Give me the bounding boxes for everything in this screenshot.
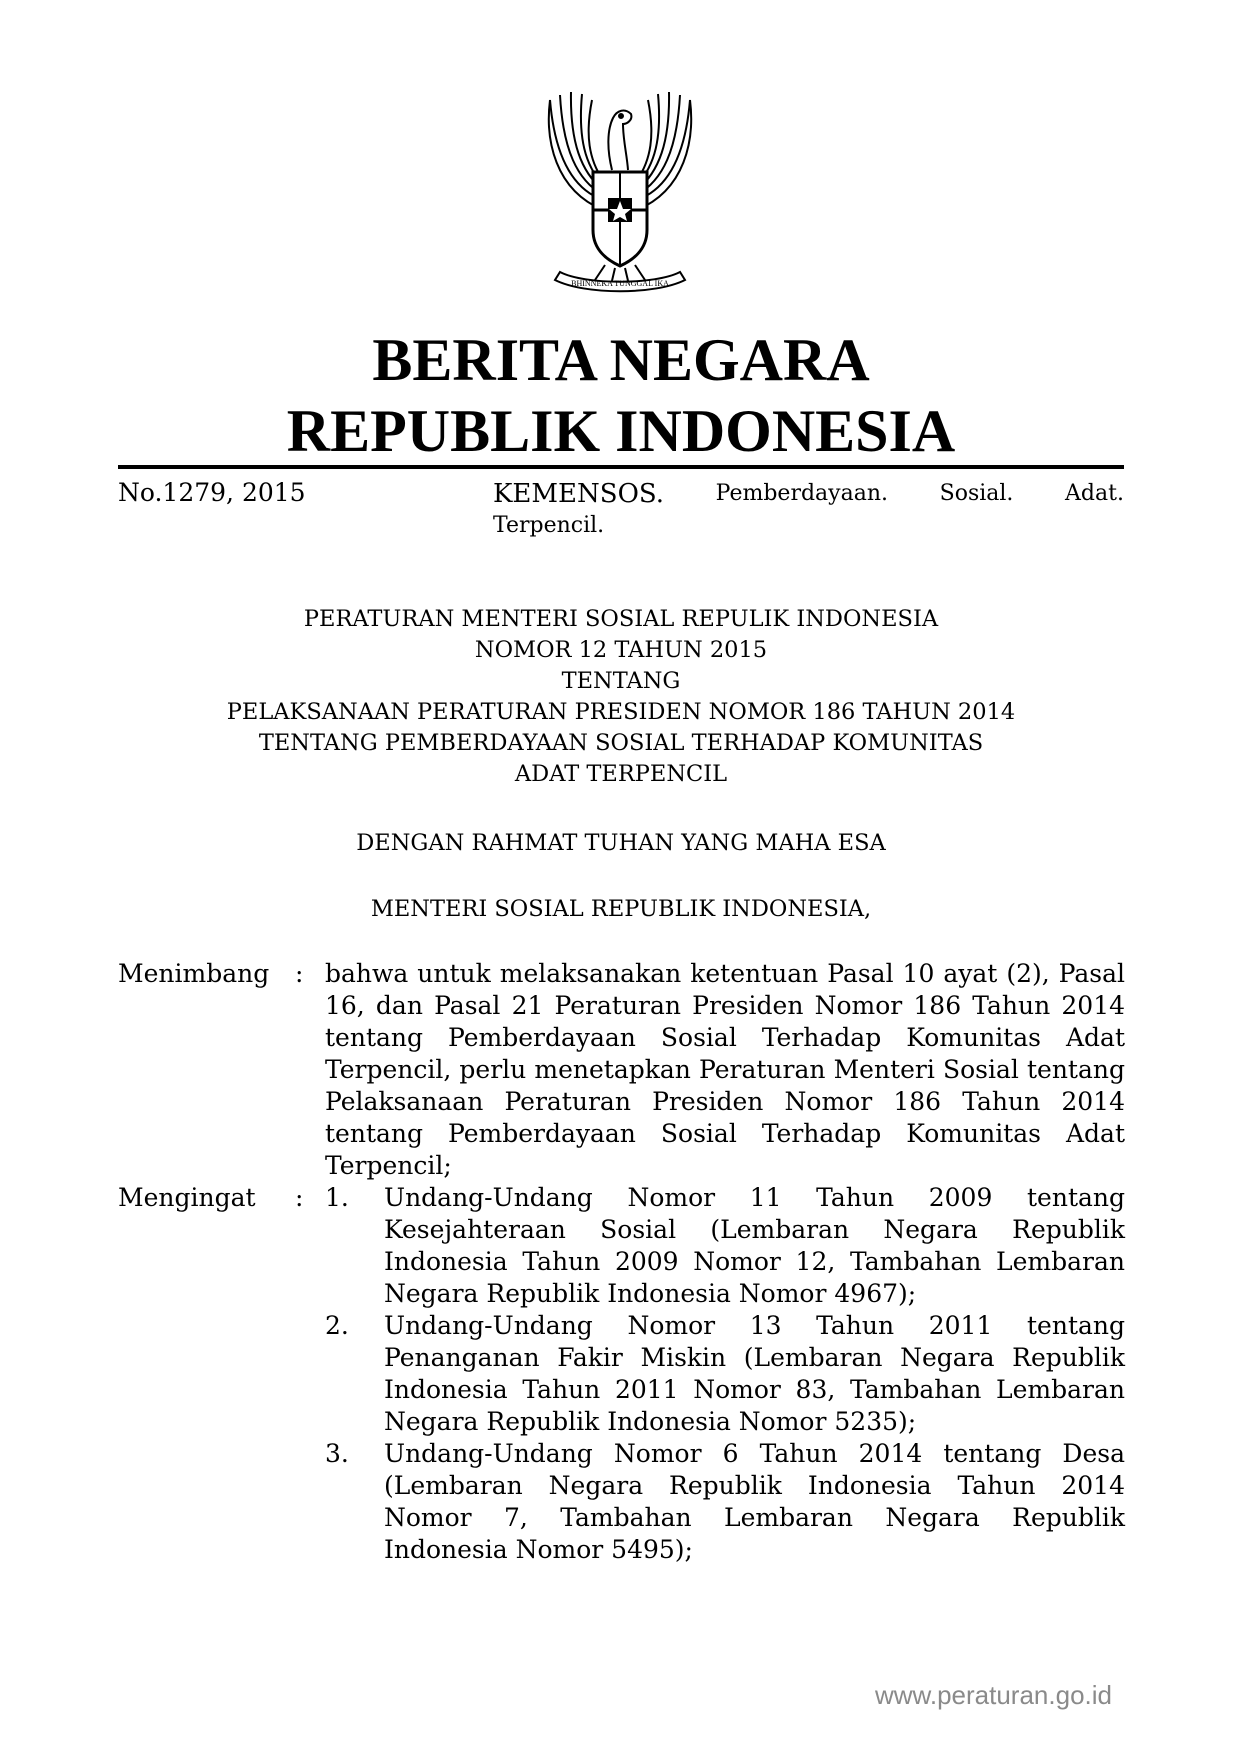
list-item-text: Undang-Undang Nomor 11 Tahun 2009 tentang Kesejahteraan Sosial (Lembaran Negara Republik Indonesia Tahun 2009 Nomor 12, Tambahan Lembaran Negara Republik Indonesia Nomor 4967); <box>384 1183 1125 1308</box>
subject-word: Sosial. <box>939 481 1014 506</box>
title-line: PERATURAN MENTERI SOSIAL REPULIK INDONESIA <box>303 606 939 632</box>
footer-website-link[interactable]: www.peraturan.go.id <box>874 1680 1112 1710</box>
subject-word: Pemberdayaan. <box>715 481 888 506</box>
minister-heading: MENTERI SOSIAL REPUBLIK INDONESIA, <box>370 896 872 922</box>
masthead-line-1: BERITA NEGARA <box>372 327 870 393</box>
mengingat-list <box>325 1182 1125 1566</box>
masthead-rule <box>118 465 1124 469</box>
list-item-number: 3. <box>325 1439 349 1468</box>
menimbang-label: Menimbang <box>118 959 270 988</box>
issue-subject <box>493 478 1124 542</box>
title-line: NOMOR 12 TAHUN 2015 <box>474 637 768 663</box>
regulation-title <box>118 604 1124 790</box>
issue-ministry: KEMENSOS. <box>493 479 665 509</box>
list-item <box>325 1310 1125 1438</box>
issue-number: No.1279, 2015 <box>118 478 306 507</box>
mengingat-colon: : <box>295 1183 304 1212</box>
list-item <box>325 1182 1125 1310</box>
invocation: DENGAN RAHMAT TUHAN YANG MAHA ESA <box>356 830 886 856</box>
menimbang-colon: : <box>295 959 304 988</box>
subject-line-2: Terpencil. <box>493 513 605 538</box>
title-line: TENTANG PEMBERDAYAAN SOSIAL TERHADAP KOMUNITAS <box>258 730 984 756</box>
garuda-emblem-icon <box>515 80 725 300</box>
subject-word: Adat. <box>1065 481 1124 506</box>
menimbang-text <box>325 958 1125 1182</box>
masthead-line-2: REPUBLIK INDONESIA <box>286 398 956 464</box>
menimbang-paragraph: bahwa untuk melaksanakan ketentuan Pasal 10 ayat (2), Pasal 16, dan Pasal 21 Peraturan Presiden Nomor 186 Tahun 2014 tentang Pemberdayaan Sosial Terhadap Komunitas Adat Terpencil, perlu menetapkan Peraturan Menteri Sosial tentang Pelaksanaan Peraturan Presiden Nomor 186 Tahun 2014 tentang Pemberdayaan Sosial Terhadap Komunitas Adat Terpencil; <box>325 959 1125 1180</box>
list-item <box>325 1438 1125 1566</box>
title-line: PELAKSANAAN PERATURAN PRESIDEN NOMOR 186 TAHUN 2014 <box>226 699 1016 725</box>
list-item-number: 1. <box>325 1183 349 1212</box>
list-item-number: 2. <box>325 1311 349 1340</box>
emblem-motto: BHINNEKA TUNGGAL IKA <box>571 279 669 288</box>
list-item-text: Undang-Undang Nomor 13 Tahun 2011 tentang Penanganan Fakir Miskin (Lembaran Negara Republik Indonesia Tahun 2011 Nomor 83, Tambahan Lembaran Negara Republik Indonesia Nomor 5235); <box>384 1311 1125 1436</box>
list-item-text: Undang-Undang Nomor 6 Tahun 2014 tentang Desa (Lembaran Negara Republik Indonesia Tahun 2014 Nomor 7, Tambahan Lembaran Negara Republik Indonesia Nomor 5495); <box>384 1439 1125 1564</box>
mengingat-label: Mengingat <box>118 1183 256 1212</box>
title-line: TENTANG <box>561 668 681 694</box>
title-line: ADAT TERPENCIL <box>514 761 728 787</box>
